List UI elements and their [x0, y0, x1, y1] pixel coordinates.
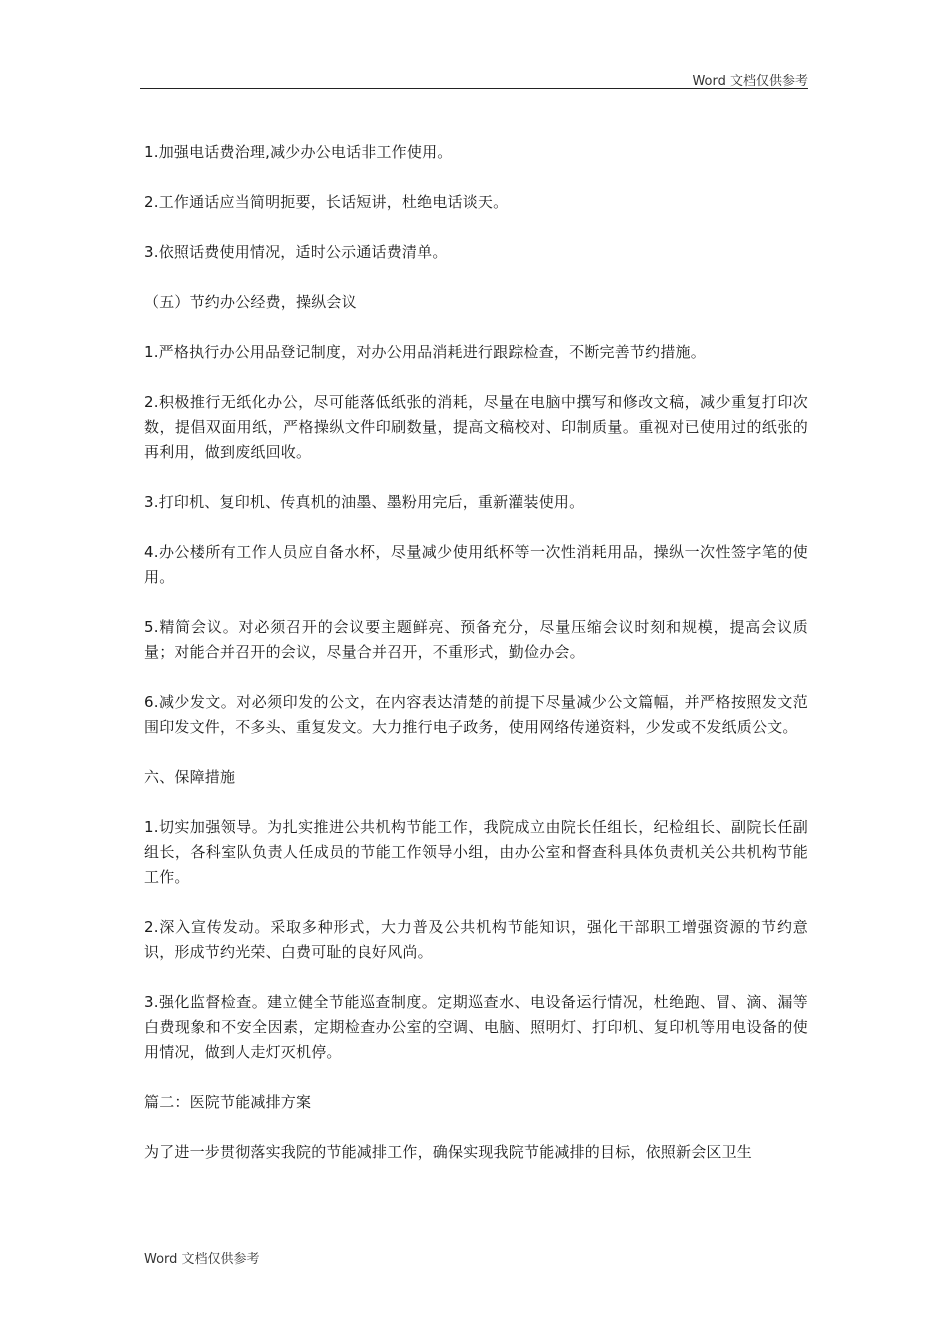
paragraph: 1.严格执行办公用品登记制度，对办公用品消耗进行跟踪检查，不断完善节约措施。	[144, 343, 706, 361]
paragraph: 为了进一步贯彻落实我院的节能减排工作，确保实现我院节能减排的目标，依照新会区卫生	[144, 1143, 753, 1161]
paragraph: 3.打印机、复印机、传真机的油墨、墨粉用完后，重新灌装使用。	[144, 493, 585, 511]
paragraph: 3.强化监督检查。建立健全节能巡查制度。定期巡查水、电设备运行情况，杜绝跑、冒、滴、漏等白费现象和不安全因素，定期检查办公室的空调、电脑、照明灯、打印机、复印机等用电设备的使用情况，做到人走灯灭机停。	[144, 993, 808, 1061]
document-body	[144, 140, 808, 1190]
paragraph: 1.加强电话费治理,减少办公电话非工作使用。	[144, 143, 453, 161]
paragraph: 4.办公楼所有工作人员应自备水杯，尽量减少使用纸杯等一次性消耗用品，操纵一次性签字笔的使用。	[144, 543, 808, 586]
paragraph: 6.减少发文。对必须印发的公文，在内容表达清楚的前提下尽量减少公文篇幅，并严格按照发文范围印发文件，不多头、重复发文。大力推行电子政务，使用网络传递资料，少发或不发纸质公文。	[144, 693, 808, 736]
paragraph: 1.切实加强领导。为扎实推进公共机构节能工作，我院成立由院长任组长，纪检组长、副院长任副组长，各科室队负责人任成员的节能工作领导小组，由办公室和督查科具体负责机关公共机构节能工作。	[144, 818, 808, 886]
paragraph: 3.依照话费使用情况，适时公示通话费清单。	[144, 243, 448, 261]
section-heading: 六、保障措施	[144, 768, 236, 786]
header-rule	[140, 88, 808, 89]
chapter-heading: 篇二：医院节能减排方案	[144, 1093, 312, 1111]
paragraph: 2.积极推行无纸化办公，尽可能落低纸张的消耗，尽量在电脑中撰写和修改文稿，减少重复打印次数，提倡双面用纸，严格操纵文件印刷数量，提高文稿校对、印制质量。重视对已使用过的纸张的再利用，做到废纸回收。	[144, 393, 808, 461]
section-heading: （五）节约办公经费，操纵会议	[144, 293, 357, 311]
paragraph: 2.工作通话应当简明扼要，长话短讲，杜绝电话谈天。	[144, 193, 509, 211]
page-footer: Word 文档仅供参考	[144, 1252, 260, 1267]
paragraph: 5.精简会议。对必须召开的会议要主题鲜亮、预备充分，尽量压缩会议时刻和规模，提高会议质量；对能合并召开的会议，尽量合并召开，不重形式，勤俭办会。	[144, 618, 808, 661]
page-header: Word 文档仅供参考	[692, 74, 808, 89]
paragraph: 2.深入宣传发动。采取多种形式，大力普及公共机构节能知识，强化干部职工增强资源的节约意识，形成节约光荣、白费可耻的良好风尚。	[144, 918, 808, 961]
